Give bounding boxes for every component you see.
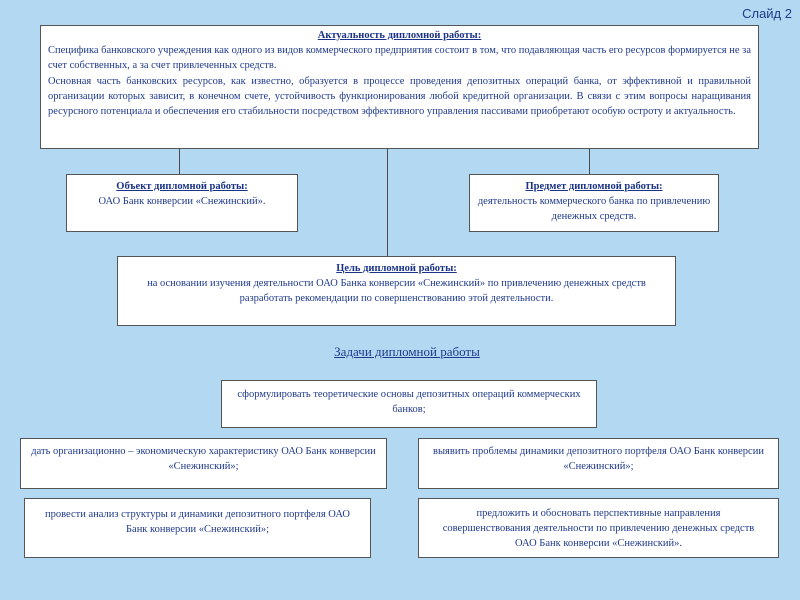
relevance-paragraph-2: Основная часть банковских ресурсов, как известно, образуется в процессе проведения депозитных операций банка, от эффективной и правильной организации которых зависит, в конечном счете, устойчивость функционирования любой кредитной организации. В связи с этим вопросы наращивания ресурсного потенциала и обеспечения его стабильности посредством эффективного управления пассивами приобретают особую остроту и актуальность. — [48, 75, 751, 118]
goal-title: Цель дипломной работы: — [336, 263, 457, 274]
tasks-heading: Задачи дипломной работы — [334, 344, 480, 359]
goal-text: на основании изучения деятельности ОАО Банка конверсии «Снежинский» по привлечению денежных средств разработать рекомендации по совершенствованию этой деятельности. — [147, 278, 646, 305]
connector-line — [589, 149, 590, 174]
subject-title: Предмет дипломной работы: — [525, 181, 663, 192]
relevance-paragraph-1: Специфика банковского учреждения как одного из видов коммерческого предприятия состоит в том, что подавляющая часть его ресурсов формируется не за счет собственных, а за счет привлеченных средств. — [48, 45, 751, 72]
subject-text: деятельность коммерческого банка по привлечению денежных средств. — [477, 196, 711, 223]
relevance-title: Актуальность дипломной работы: — [317, 30, 482, 41]
relevance-box — [40, 25, 759, 149]
object-box — [66, 174, 298, 232]
subject-box — [469, 174, 719, 232]
task-box — [418, 498, 779, 558]
task-box — [221, 380, 597, 428]
task-text: провести анализ структуры и динамики депозитного портфеля ОАО Банк конверсии «Снежинский»; — [45, 509, 350, 536]
task-text: дать организационно – экономическую характеристику ОАО Банк конверсии «Снежинский»; — [31, 446, 376, 473]
goal-box — [117, 256, 676, 326]
task-box — [418, 438, 779, 489]
object-text: ОАО Банк конверсии «Снежинский». — [98, 196, 266, 208]
connector-line — [179, 149, 180, 174]
task-box — [24, 498, 371, 558]
task-text: сформулировать теоретические основы депозитных операций коммерческих банков; — [237, 389, 581, 416]
task-text: предложить и обосновать перспективные направления совершенствования деятельности по привлечению денежных средств ОАО Банк конверсии «Снежинский». — [442, 508, 755, 550]
task-box — [20, 438, 387, 489]
object-title: Объект дипломной работы: — [116, 181, 248, 192]
task-text: выявить проблемы динамики депозитного портфеля ОАО Банк конверсии «Снежинский»; — [433, 446, 764, 473]
slide-number: Слайд 2 — [742, 6, 792, 21]
connector-line — [387, 149, 388, 256]
